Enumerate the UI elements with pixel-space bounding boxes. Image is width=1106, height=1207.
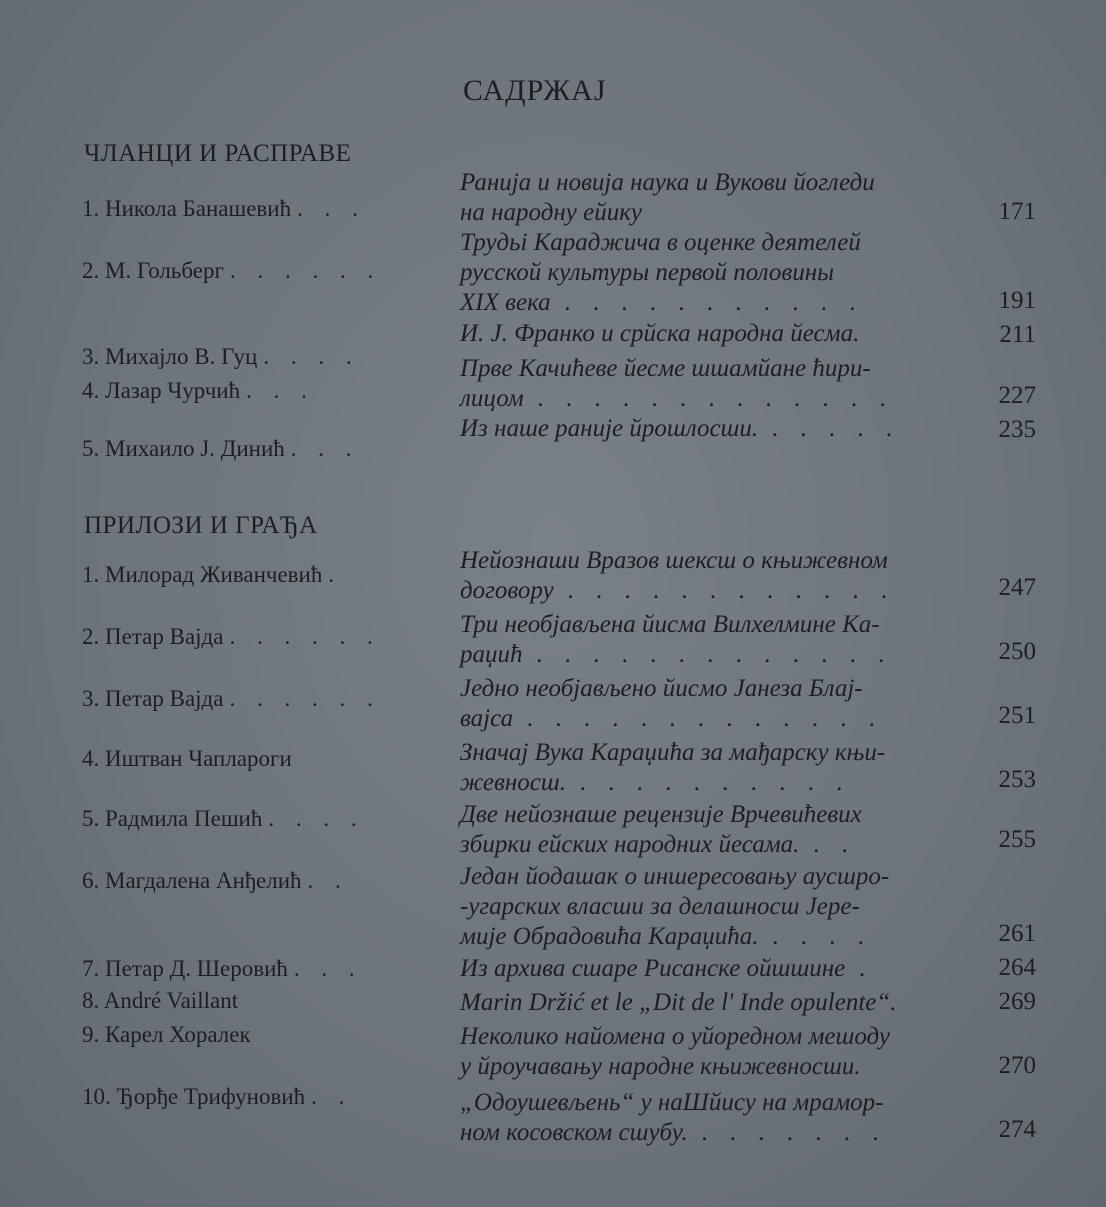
toc-page-number: 191 [998,287,1036,314]
toc-author: 4. Лазар Чурчић . . . [82,378,315,403]
toc-work-title: Једно необјављено йисмо Јанеза Блај- вајса . . . . . . . . . . . . . [460,675,884,732]
toc-work-title: Две нейознаше рецензије Врчевићевих збирки ейских народних йесама. . . [460,801,862,858]
toc-page-number: 274 [998,1116,1036,1143]
toc-page-number: 247 [998,574,1036,601]
toc-work-title: Нейознаши Вразов шексш о књижевном договору . . . . . . . . . . . . [460,547,896,604]
toc-author: 2. Петар Вајда . . . . . . [82,624,381,649]
toc-page-number: 227 [998,382,1036,409]
toc-page-number: 269 [998,988,1036,1015]
section-heading: ЧЛАНЦИ И РАСПРАВЕ [84,140,352,167]
toc-work-title: Трудьі Караджича в оценке деятелей русской культуры первой половины XIX века . . . . . . . . . . . [460,229,865,316]
toc-author: 10. Ђорђе Трифуновић . . [82,1084,353,1109]
toc-author: 6. Магдалена Анђелић . . [82,868,349,893]
toc-author: 9. Карел Хоралек [82,1022,251,1047]
toc-page-number: 235 [998,416,1036,443]
toc-page-number: 251 [998,702,1036,729]
toc-page-number: 250 [998,638,1036,665]
toc-page-number: 211 [999,321,1036,348]
toc-author: 3. Петар Вајда . . . . . . [82,686,381,711]
toc-work-title: Из архива сшаре Рисанске ойшшине . [460,955,874,982]
toc-work-title: Из наше раније йрошлосши. . . . . . [460,415,901,442]
toc-work-title: „Одоушевљень“ у наШйису на мрамор- ном косовском сшубу. . . . . . . . [460,1089,888,1146]
toc-work-title: Неколико найомена о уйоредном мешоду у йроучавању народне књижевносши. [460,1023,890,1080]
toc-author: 4. Иштван Чаплароги [82,746,292,771]
toc-page-number: 255 [998,826,1036,853]
toc-author: 3. Михаjло В. Гуц . . . . [82,344,360,369]
toc-page-number: 171 [998,198,1036,225]
toc-author: 5. Михаило J. Динић . . . [82,436,360,461]
toc-page-number: 264 [998,954,1036,981]
toc-work-title: Ранија и новија наука и Вукови йогледи на народну ейику [460,169,875,226]
toc-work-title: Један йодашак о иншересовању аусшро- -угарских власши за делашносш Јере- мије Обрадовића Караџића. . . . . [460,863,890,950]
section-heading: ПРИЛОЗИ И ГРАЂА [84,512,318,539]
toc-author: 2. М. Гольберг . . . . . . [82,258,382,283]
toc-author: 7. Петар Д. Шеровић . . . [82,956,363,981]
toc-work-title: Marin Držić et le „Dit de l' Inde opulente“. [460,989,897,1016]
toc-work-title: И. J. Франко и срйска народна йесма. [460,320,860,347]
toc-author: 5. Радмила Пешић . . . . [82,806,365,831]
toc-author: 1. Никола Банашевић . . . [82,196,366,221]
toc-page-number: 261 [998,920,1036,947]
toc-work-title: Прве Качићеве йесме шшамйане ћири- лицом . . . . . . . . . . . . . [460,355,895,412]
toc-work-title: Три необјављена йисма Вилхелмине Ка- раџић . . . . . . . . . . . . . [460,611,893,668]
toc-page-number: 270 [998,1052,1036,1079]
toc-author: 8. André Vaillant [82,988,239,1013]
toc-author: 1. Милорад Живанчевић . [82,562,343,587]
page-title: САДРЖАЈ [463,74,607,107]
toc-work-title: Значај Вука Караџића за мађарску књи- жевносш. . . . . . . . . . . [460,739,886,796]
toc-page-number: 253 [998,766,1036,793]
